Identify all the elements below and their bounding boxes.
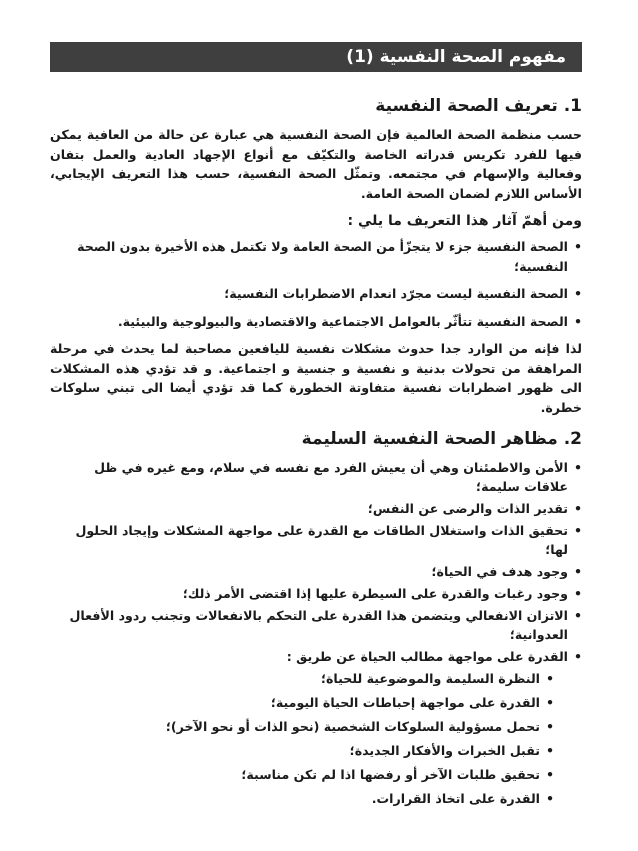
conclusion-paragraph: لذا فإنه من الوارد جدا حدوث مشكلات نفسية لليافعين مصاحبة لما يحدث في مرحلة المراهقة من تحولات بدنية و نفسية و جنسية و اجتماعية. و قد تؤدي هذه المشكلات الى ظهور اضطرابات نفسية متفاوتة الخطورة كما قد تؤدي أيضا الى تبني سلوكات خطرة. (50, 341, 582, 415)
banner-title: مفهوم الصحة النفسية (1) (340, 47, 572, 67)
effects-list (50, 237, 582, 331)
list-item: • الصحة النفسية جزء لا يتجزّأ من الصحة العامة ولا تكتمل هذه الأخيرة بدون الصحة النفسية؛ (50, 237, 582, 276)
section-2-heading: 2. مظاهر الصحة النفسية السليمة (301, 429, 582, 449)
section-1-heading: 1. تعريف الصحة النفسية (375, 96, 582, 116)
signs-list (50, 458, 582, 808)
effects-heading: ومن أهمّ آثار هذا التعريف ما يلي : (347, 213, 582, 229)
list-item (50, 647, 582, 808)
list-item: • تحقيق الذات واستغلال الطاقات مع القدرة على مواجهة المشكلات وإيجاد الحلول لها؛ (50, 521, 582, 559)
list-item-text: القدرة على مواجهة مطالب الحياة عن طريق : (286, 649, 568, 664)
sub-list-item: • القدرة على اتخاذ القرارات. (50, 789, 554, 808)
list-item: • تقدير الذات والرضى عن النفس؛ (50, 499, 582, 518)
list-item: • الأمن والاطمئنان وهي أن يعيش الفرد مع نفسه في سلام، ومع غيره في ظل علاقات سليمة؛ (50, 458, 582, 496)
section-signs (50, 427, 582, 808)
sub-list-item: • تحمل مسؤولية السلوكات الشخصية (نحو الذات أو نحو الآخر)؛ (50, 717, 554, 736)
list-item: • الصحة النفسية ليست مجرّد انعدام الاضطرابات النفسية؛ (50, 284, 582, 304)
list-item: • وجود رغبات والقدرة على السيطرة عليها إذا اقتضى الأمر ذلك؛ (50, 584, 582, 603)
sub-list-item: • النظرة السليمة والموضوعية للحياة؛ (50, 669, 554, 688)
list-item: • الصحة النفسية تتأثّر بالعوامل الاجتماعية والاقتصادية والبيولوجية والبيئية. (50, 312, 582, 332)
sub-list (50, 669, 568, 808)
sub-list-item: • تحقيق طلبات الآخر أو رفضها اذا لم تكن مناسبة؛ (50, 765, 554, 784)
sub-list-item: • القدرة على مواجهة إحباطات الحياة اليومية؛ (50, 693, 554, 712)
section-definition (50, 94, 582, 417)
list-item: • الاتزان الانفعالي ويتضمن هذا القدرة على التحكم بالانفعالات وتجنب ردود الأفعال العدوانية؛ (50, 606, 582, 644)
sub-list-item: • تقبل الخبرات والأفكار الجديدة؛ (50, 741, 554, 760)
list-item: • وجود هدف في الحياة؛ (50, 562, 582, 581)
definition-paragraph: حسب منظمة الصحة العالمية فإن الصحة النفسية هي عبارة عن حالة من العافية يمكن فيها للفرد تكريس قدراته الخاصة والتكيّف مع أنواع الإجهاد العادية والعمل بتفان وفعالية والإسهام في مجتمعه. وتمثّل الصحة النفسية، حسب هذا التعريف الإيجابي، الأساس اللازم لضمان الصحة العامة. (50, 127, 582, 201)
title-banner (50, 42, 582, 72)
